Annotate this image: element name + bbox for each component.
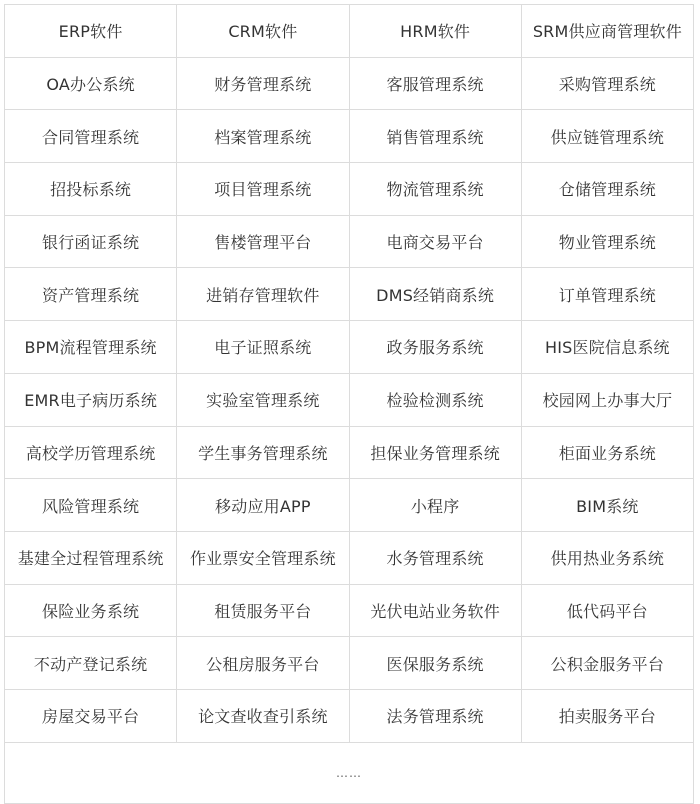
table-cell: 作业票安全管理系统: [177, 531, 349, 584]
header-cell: HRM软件: [349, 5, 521, 58]
table-cell: 低代码平台: [521, 584, 693, 637]
table-cell: OA办公系统: [5, 57, 177, 110]
header-cell: CRM软件: [177, 5, 349, 58]
table-row: [5, 57, 694, 110]
table-row: [5, 479, 694, 532]
table-cell: 检验检测系统: [349, 373, 521, 426]
table-cell: 电商交易平台: [349, 215, 521, 268]
table-cell: 采购管理系统: [521, 57, 693, 110]
table-cell: 移动应用APP: [177, 479, 349, 532]
table-cell: BIM系统: [521, 479, 693, 532]
table-cell: HIS医院信息系统: [521, 321, 693, 374]
table-cell: 资产管理系统: [5, 268, 177, 321]
table-cell: 银行函证系统: [5, 215, 177, 268]
table-row: [5, 163, 694, 216]
table-cell: 销售管理系统: [349, 110, 521, 163]
table-cell: 柜面业务系统: [521, 426, 693, 479]
table-cell: 高校学历管理系统: [5, 426, 177, 479]
table-row: [5, 110, 694, 163]
table-cell: 论文查收查引系统: [177, 689, 349, 742]
table-row: [5, 637, 694, 690]
table-cell: 供应链管理系统: [521, 110, 693, 163]
table-cell: 合同管理系统: [5, 110, 177, 163]
table-cell: 电子证照系统: [177, 321, 349, 374]
table-row: [5, 215, 694, 268]
table-cell: 担保业务管理系统: [349, 426, 521, 479]
table-cell: 房屋交易平台: [5, 689, 177, 742]
table-cell: 售楼管理平台: [177, 215, 349, 268]
table-row: [5, 268, 694, 321]
header-cell: ERP软件: [5, 5, 177, 58]
table-cell: 学生事务管理系统: [177, 426, 349, 479]
table-cell: 供用热业务系统: [521, 531, 693, 584]
more-ellipsis: ……: [5, 742, 694, 803]
table-cell: 公租房服务平台: [177, 637, 349, 690]
table-row: [5, 531, 694, 584]
table-cell: 客服管理系统: [349, 57, 521, 110]
header-row: [5, 5, 694, 58]
table-cell: 物流管理系统: [349, 163, 521, 216]
table-row: [5, 689, 694, 742]
table-cell: 订单管理系统: [521, 268, 693, 321]
table-cell: 财务管理系统: [177, 57, 349, 110]
table-cell: BPM流程管理系统: [5, 321, 177, 374]
table-cell: 保险业务系统: [5, 584, 177, 637]
table-cell: 实验室管理系统: [177, 373, 349, 426]
table-cell: 物业管理系统: [521, 215, 693, 268]
table-cell: 基建全过程管理系统: [5, 531, 177, 584]
table-cell: DMS经销商系统: [349, 268, 521, 321]
table-cell: 医保服务系统: [349, 637, 521, 690]
table-cell: EMR电子病历系统: [5, 373, 177, 426]
table-cell: 租赁服务平台: [177, 584, 349, 637]
table-cell: 不动产登记系统: [5, 637, 177, 690]
table-cell: 校园网上办事大厅: [521, 373, 693, 426]
table-cell: 招投标系统: [5, 163, 177, 216]
header-cell: SRM供应商管理软件: [521, 5, 693, 58]
table-row: [5, 321, 694, 374]
table-cell: 风险管理系统: [5, 479, 177, 532]
software-grid: [4, 4, 694, 804]
table-cell: 进销存管理软件: [177, 268, 349, 321]
table-row: [5, 373, 694, 426]
table-cell: 水务管理系统: [349, 531, 521, 584]
table-cell: 光伏电站业务软件: [349, 584, 521, 637]
table-cell: 拍卖服务平台: [521, 689, 693, 742]
table-row: [5, 584, 694, 637]
table-cell: 项目管理系统: [177, 163, 349, 216]
table-cell: 小程序: [349, 479, 521, 532]
table-cell: 法务管理系统: [349, 689, 521, 742]
table-row: [5, 426, 694, 479]
table-cell: 政务服务系统: [349, 321, 521, 374]
footer-row: [5, 742, 694, 803]
table-cell: 档案管理系统: [177, 110, 349, 163]
table-cell: 公积金服务平台: [521, 637, 693, 690]
table-cell: 仓储管理系统: [521, 163, 693, 216]
